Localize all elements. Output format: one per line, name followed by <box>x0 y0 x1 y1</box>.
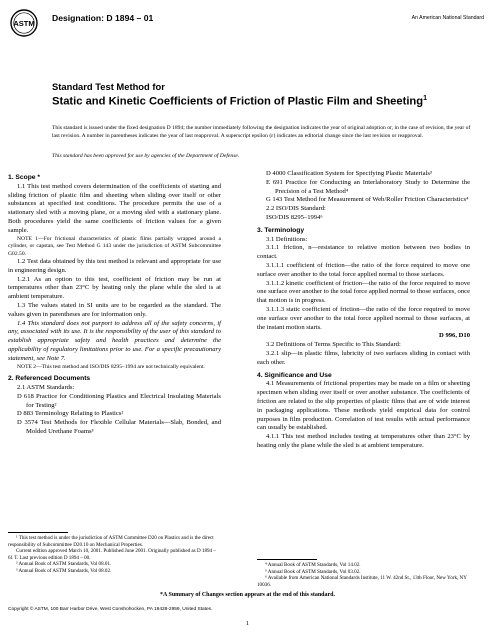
reference-item: D 3574 Test Methods for Flexible Cellular Materials—Slab, Bonded, and Molded Urethane Foams³ <box>17 419 221 435</box>
footnotes-left <box>8 535 221 575</box>
paragraph: 4.1.1 This test method includes testing at temperatures other than 23°C by heating only the plane while the sled is at ambient temperature. <box>257 433 470 449</box>
footnotes-right <box>257 562 470 588</box>
reference-item: G 143 Test Method for Measurement of Web/Roller Friction Characteristics⁴ <box>266 196 469 204</box>
paragraph: 3.1.1.3 static coefficient of friction—the ratio of the force required to move one surface over another to the total force applied normal to those surfaces, at the instant motion starts. <box>257 305 470 331</box>
paragraph: 1.2.1 As an option to this test, coefficient of friction may be run at temperatures other than 23°C by heating only the plane while the sled is at ambient temperature. <box>8 275 221 301</box>
standard-type: Standard Test Method for <box>52 81 165 92</box>
reference-item: D 618 Practice for Conditioning Plastics and Electrical Insulating Materials for Testing² <box>17 392 221 409</box>
section-heading: 3. Terminology <box>257 226 305 234</box>
footnote: ² Annual Book of ASTM Standards, Vol 08.01. <box>16 561 112 568</box>
section-heading: 1. Scope * <box>8 174 40 181</box>
paragraph: 1.2 Test data obtained by this test method is relevant and appropriate for use in engineering design. <box>8 258 221 274</box>
footnote: ⁶ Available from American National Standards Institute, 11 W. 42nd St., 13th Floor, New York, NY 10036. <box>257 575 467 588</box>
footnote-divider <box>257 559 317 560</box>
note: NOTE 1—For frictional characteristics of plastic films partially wrapped around a cylinder, or capstan, see Test Method G 143 under the jurisdiction of ASTM Subcommittee G02.50. <box>8 235 221 257</box>
document-title <box>52 92 472 109</box>
issuance-notice: This standard is issued under the fixed designation D 1894; the number immediately following the designation indicates the year of original adoption or, in the case of revision, the year of last revision. A number in parentheses indicates the year of last reapproval. A superscript epsilon (ε) indicates an editorial change since the last revision or reapproval. <box>52 125 471 139</box>
logo-text: ASTM <box>13 19 35 28</box>
footnote: ⁴ Annual Book of ASTM Standards, Vol 14.02. <box>265 562 361 568</box>
title-text: Static and Kinetic Coefficients of Friction of Plastic Film and Sheeting <box>52 95 424 108</box>
national-standard-label: An American National Standard <box>411 15 484 21</box>
paragraph: 4.1 Measurements of frictional properties may be made on a film or sheeting specimen when sliding over itself or over another substance. The coefficients of friction are related to the slip properties of plastic films that are of wide interest in packaging applications. These methods yield empirical data for control purposes in film production. Correlation of test results with actual performance can usually be established. <box>257 380 470 432</box>
paragraph: 3.2.1 slip—in plastic films, lubricity of two surfaces sliding in contact with each other. <box>257 349 470 366</box>
left-column <box>8 170 221 437</box>
page-number: 1 <box>245 620 250 627</box>
dod-approval: This standard has been approved for use by agencies of the Department of Defense. <box>52 153 240 159</box>
section-heading: 2. Referenced Documents <box>8 375 91 383</box>
footnote: ⁵ Annual Book of ASTM Standards, Vol 03.02. <box>265 568 361 575</box>
summary-of-changes-note: *A Summary of Changes section appears at the end of this standard. <box>159 592 335 598</box>
footnote: ¹ This test method is under the jurisdiction of ASTM Committee D20 on Plastics and is the direct responsibility of Subcommittee D20.10 on Mechanical Properties. <box>8 535 214 548</box>
paragraph: 3.2 Definitions of Terms Specific to This Standard: <box>266 341 401 349</box>
right-column <box>257 170 470 451</box>
title-footnote-mark: 1 <box>423 95 428 102</box>
section-heading: 4. Significance and Use <box>257 371 332 379</box>
astm-logo <box>10 9 38 37</box>
footnote: Current edition approved March 10, 2001. Published June 2001. Originally published as D 1894 – 61 T. Last previous edition D 1894 – 00. <box>8 548 216 561</box>
source-reference: D 996, D10 <box>439 332 470 340</box>
note: NOTE 2—This test method and ISO/DIS 8295–1994 are not technically equivalent. <box>17 363 205 370</box>
paragraph: 1.3 The values stated in SI units are to be regarded as the standard. The values given in parentheses are for information only. <box>8 302 221 318</box>
paragraph: 3.1.1.2 kinetic coefficient of friction—the ratio of the force required to move one surface over another to the total force applied normal to those surfaces, once that motion is in progress. <box>257 279 470 305</box>
footnote-divider <box>8 532 68 533</box>
paragraph: 3.1 Definitions: <box>266 235 308 243</box>
paragraph: 1.4 This standard does not purport to address all of the safety concerns, if any, associated with its use. It is the responsibility of the user of this standard to establish appropriate safety and health practices and determine the applicability of regulatory limitations prior to use. For a specific precautionary statement, see Note 7. <box>8 319 221 362</box>
reference-item: E 691 Practice for Conducting an Interlaboratory Study to Determine the Precision of a Test Method⁴ <box>266 178 470 195</box>
reference-item: D 4000 Classification System for Specifying Plastic Materials³ <box>266 170 432 177</box>
footnote: ³ Annual Book of ASTM Standards, Vol 08.02. <box>16 567 112 574</box>
paragraph: 3.1.1.1 coefficient of friction—the ratio of the force required to move one surface over another to the total force applied normal to those surfaces. <box>257 261 470 278</box>
reference-item: D 883 Terminology Relating to Plastics² <box>17 410 124 418</box>
reference-item: ISO/DIS 8295–1994⁶ <box>266 213 323 221</box>
paragraph: 2.2 ISO/DIS Standard: <box>266 205 326 213</box>
copyright-line: Copyright © ASTM, 100 Barr Harbor Drive, West Conshohocken, PA 19428-2959, United States. <box>8 607 213 612</box>
paragraph: 2.1 ASTM Standards: <box>17 383 75 391</box>
paragraph: 3.1.1 friction, n—resistance to relative motion between two bodies in contact. <box>257 244 470 261</box>
paragraph: 1.1 This test method covers determination of the coefficients of starting and sliding friction of plastic film and sheeting when sliding over itself or other substances at specified test conditions. The procedure permits the use of a stationary sled with a moving plane, or a moving sled with a stationary plane. Both procedures yield the same coefficients of friction values for a given sample. <box>8 182 221 234</box>
designation: Designation: D 1894 – 01 <box>52 13 154 23</box>
